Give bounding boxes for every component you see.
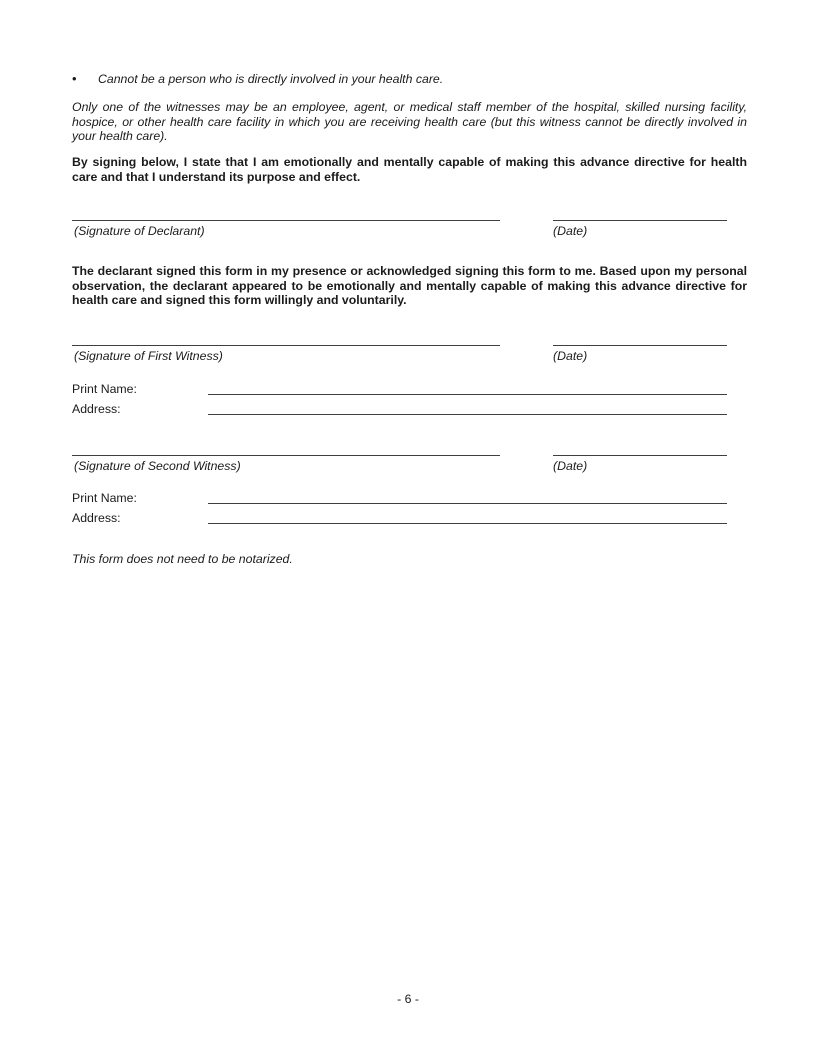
page-number: - 6 -	[397, 992, 419, 1006]
notarization-note: This form does not need to be notarized.	[72, 552, 293, 566]
first-witness-print-name-label: Print Name:	[72, 382, 137, 396]
declarant-date-line[interactable]	[553, 207, 727, 221]
first-witness-address-line[interactable]	[208, 401, 727, 415]
first-witness-signature-row	[72, 332, 747, 368]
second-witness-address-label: Address:	[72, 511, 121, 525]
declarant-capacity-statement: By signing below, I state that I am emotionally and mentally capable of making this advance directive for health care and that I understand its purpose and effect.	[72, 155, 747, 184]
declarant-signature-line[interactable]	[72, 207, 500, 221]
first-witness-signature-label: (Signature of First Witness)	[74, 349, 223, 363]
second-witness-address-line[interactable]	[208, 510, 727, 524]
second-witness-signature-label: (Signature of Second Witness)	[74, 459, 241, 473]
first-witness-date-label: (Date)	[553, 349, 588, 363]
bullet-icon: •	[72, 71, 77, 86]
second-witness-print-name-label: Print Name:	[72, 491, 137, 505]
witness-attestation-statement: The declarant signed this form in my presence or acknowledged signing this form to me. Based upon my personal observation, the declarant appeared to be emotionally and mentally capable of making this advance directive for health care and signed this form willingly and voluntarily.	[72, 264, 747, 308]
bullet-item-text: Cannot be a person who is directly involved in your health care.	[98, 72, 444, 86]
declarant-signature-row	[72, 207, 747, 243]
first-witness-signature-line[interactable]	[72, 332, 500, 346]
first-witness-address-label: Address:	[72, 402, 121, 416]
second-witness-date-label: (Date)	[553, 459, 588, 473]
first-witness-print-name-line[interactable]	[208, 381, 727, 395]
first-witness-address-row	[72, 401, 747, 417]
witness-eligibility-note: Only one of the witnesses may be an employee, agent, or medical staff member of the hospital, skilled nursing facility, hospice, or other health care facility in which you are receiving health care (but this witness cannot be directly involved in your health care).	[72, 100, 747, 144]
declarant-signature-label: (Signature of Declarant)	[74, 224, 205, 238]
second-witness-signature-line[interactable]	[72, 442, 500, 456]
second-witness-date-line[interactable]	[553, 442, 727, 456]
first-witness-print-name-row	[72, 381, 747, 397]
second-witness-print-name-line[interactable]	[208, 490, 727, 504]
witness-requirement-bullet	[72, 72, 747, 87]
second-witness-print-name-row	[72, 490, 747, 506]
second-witness-address-row	[72, 510, 747, 526]
declarant-date-label: (Date)	[553, 224, 588, 238]
second-witness-signature-row	[72, 442, 747, 478]
first-witness-date-line[interactable]	[553, 332, 727, 346]
